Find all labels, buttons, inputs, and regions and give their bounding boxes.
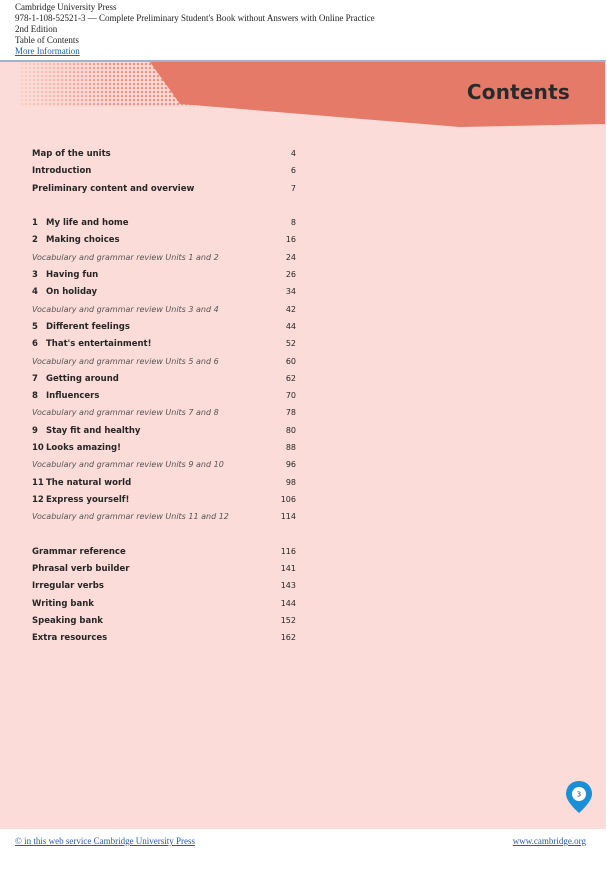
- toc-entry[interactable]: [32, 319, 302, 336]
- cambridge-site-link[interactable]: www.cambridge.org: [512, 836, 586, 846]
- toc-entry-title: On holiday: [46, 287, 98, 298]
- toc-entry-title: Preliminary content and overview: [32, 183, 195, 194]
- toc-entry-title: Looks amazing!: [46, 443, 121, 454]
- toc-entry-title: Vocabulary and grammar review Units 3 and 4: [32, 304, 219, 314]
- contents-page: [0, 60, 606, 829]
- copyright-link[interactable]: © in this web service Cambridge University Press: [15, 836, 196, 846]
- toc-entry-title: Having fun: [46, 270, 99, 281]
- toc-page-number: 42: [285, 304, 296, 314]
- toc-page-number: 26: [285, 270, 296, 280]
- toc-entry-title: Influencers: [46, 391, 100, 402]
- page-title: Contents: [466, 80, 570, 104]
- toc-review-entry[interactable]: [32, 354, 302, 371]
- toc-unit-number: 11: [32, 477, 44, 488]
- toc-entry[interactable]: [32, 215, 302, 232]
- toc-page-number: 4: [290, 149, 296, 158]
- toc-entry[interactable]: [32, 561, 302, 578]
- toc-unit-number: 6: [32, 339, 38, 350]
- toc-page-number: 44: [285, 321, 296, 331]
- toc-page-number: 88: [285, 443, 296, 453]
- toc-page-number: 114: [280, 512, 296, 522]
- toc-entry[interactable]: [32, 596, 302, 613]
- toc-page-number: 78: [285, 408, 296, 418]
- toc-entry[interactable]: [32, 163, 302, 180]
- toc-entry[interactable]: [32, 146, 302, 163]
- toc-review-entry[interactable]: [32, 250, 302, 267]
- toc-entry-title: Irregular verbs: [32, 581, 104, 592]
- toc-unit-number: 9: [32, 425, 38, 436]
- toc-page-number: 34: [285, 287, 296, 297]
- toc-entry[interactable]: [32, 423, 302, 440]
- toc-page-number: 162: [280, 633, 296, 643]
- toc-entry-title: Vocabulary and grammar review Units 7 and 8: [32, 408, 219, 418]
- toc-page-number: 60: [285, 356, 296, 366]
- toc-entry[interactable]: [32, 336, 302, 353]
- page-marker-icon[interactable]: [565, 780, 593, 814]
- toc-page-number: 141: [280, 564, 296, 574]
- toc-entry-title: Different feelings: [46, 321, 130, 332]
- toc-entry-title: Phrasal verb builder: [32, 564, 130, 575]
- toc-unit-number: 10: [32, 443, 44, 454]
- toc-entry-title: Vocabulary and grammar review Units 9 and 10: [32, 460, 224, 470]
- toc-entry[interactable]: [32, 232, 302, 249]
- document-header: [0, 0, 607, 60]
- toc-unit-number: 2: [32, 235, 38, 246]
- toc-entry-title: Stay fit and healthy: [46, 425, 141, 436]
- toc-entry-title: Map of the units: [32, 149, 111, 159]
- toc-entry-title: The natural world: [46, 477, 132, 488]
- toc-unit-number: 7: [32, 373, 38, 384]
- toc-entry[interactable]: [32, 492, 302, 509]
- toc-unit-number: 5: [32, 321, 38, 332]
- toc-entry[interactable]: [32, 284, 302, 301]
- more-information-link[interactable]: More Information: [15, 46, 80, 56]
- toc-unit-number: 3: [32, 270, 38, 281]
- document-footer: [0, 829, 607, 870]
- book-edition: 2nd Edition: [15, 24, 58, 34]
- toc-entry[interactable]: [32, 371, 302, 388]
- toc-page-number: 52: [285, 339, 296, 349]
- toc-entry[interactable]: [32, 613, 302, 630]
- toc-review-entry[interactable]: [32, 457, 302, 474]
- toc-entry-title: My life and home: [46, 218, 129, 229]
- toc-unit-number: 8: [32, 391, 38, 402]
- publisher-name: Cambridge University Press: [15, 2, 117, 12]
- toc-entry-title: Vocabulary and grammar review Units 11 and 12: [32, 512, 229, 522]
- toc-entry[interactable]: [32, 267, 302, 284]
- toc-review-entry[interactable]: [32, 302, 302, 319]
- toc-page-number: 152: [280, 616, 296, 626]
- toc-review-entry[interactable]: [32, 509, 302, 526]
- section-label: Table of Contents: [15, 35, 79, 45]
- toc-page-number: 144: [280, 598, 296, 608]
- page-number-badge: 3: [576, 790, 582, 799]
- toc-review-entry[interactable]: [32, 405, 302, 422]
- toc-page-number: 16: [285, 235, 296, 245]
- toc-page-number: 7: [290, 183, 296, 193]
- toc-entry-title: Introduction: [32, 166, 92, 177]
- toc-page-number: 96: [285, 460, 296, 470]
- toc-page-number: 80: [285, 425, 296, 435]
- toc-entry-title: That's entertainment!: [46, 339, 152, 350]
- book-isbn-title: 978-1-108-52521-3 — Complete Preliminary Student's Book without Answers with Online Practice: [15, 13, 375, 23]
- toc-entry-title: Speaking bank: [32, 616, 103, 627]
- toc-page-number: 143: [280, 581, 296, 591]
- toc-entry-title: Vocabulary and grammar review Units 1 and 2: [32, 252, 219, 262]
- toc-page-number: 70: [285, 391, 296, 401]
- toc-entry[interactable]: [32, 475, 302, 492]
- toc-entry-title: Extra resources: [32, 633, 108, 644]
- toc-entry[interactable]: [32, 578, 302, 595]
- toc-entry[interactable]: [32, 440, 302, 457]
- toc-page-number: 8: [290, 218, 296, 228]
- toc-unit-number: 12: [32, 494, 44, 505]
- toc-entry-title: Getting around: [46, 373, 119, 384]
- toc-page-number: 98: [285, 477, 296, 487]
- toc-entry-title: Vocabulary and grammar review Units 5 and 6: [32, 356, 219, 366]
- toc-entry-title: Express yourself!: [46, 494, 130, 505]
- toc-entry[interactable]: [32, 544, 302, 561]
- toc-unit-number: 4: [32, 287, 38, 298]
- table-of-contents: [32, 146, 302, 648]
- toc-entry[interactable]: [32, 181, 302, 198]
- toc-entry-title: Grammar reference: [32, 546, 126, 557]
- toc-entry-title: Writing bank: [32, 598, 94, 609]
- toc-page-number: 106: [280, 494, 296, 504]
- toc-unit-number: 1: [32, 218, 38, 229]
- toc-entry-title: Making choices: [46, 235, 120, 246]
- toc-page-number: 24: [285, 252, 296, 262]
- toc-page-number: 6: [290, 166, 296, 176]
- toc-page-number: 62: [285, 373, 296, 383]
- toc-page-number: 116: [280, 546, 296, 556]
- toc-entry[interactable]: [32, 630, 302, 647]
- toc-entry[interactable]: [32, 388, 302, 405]
